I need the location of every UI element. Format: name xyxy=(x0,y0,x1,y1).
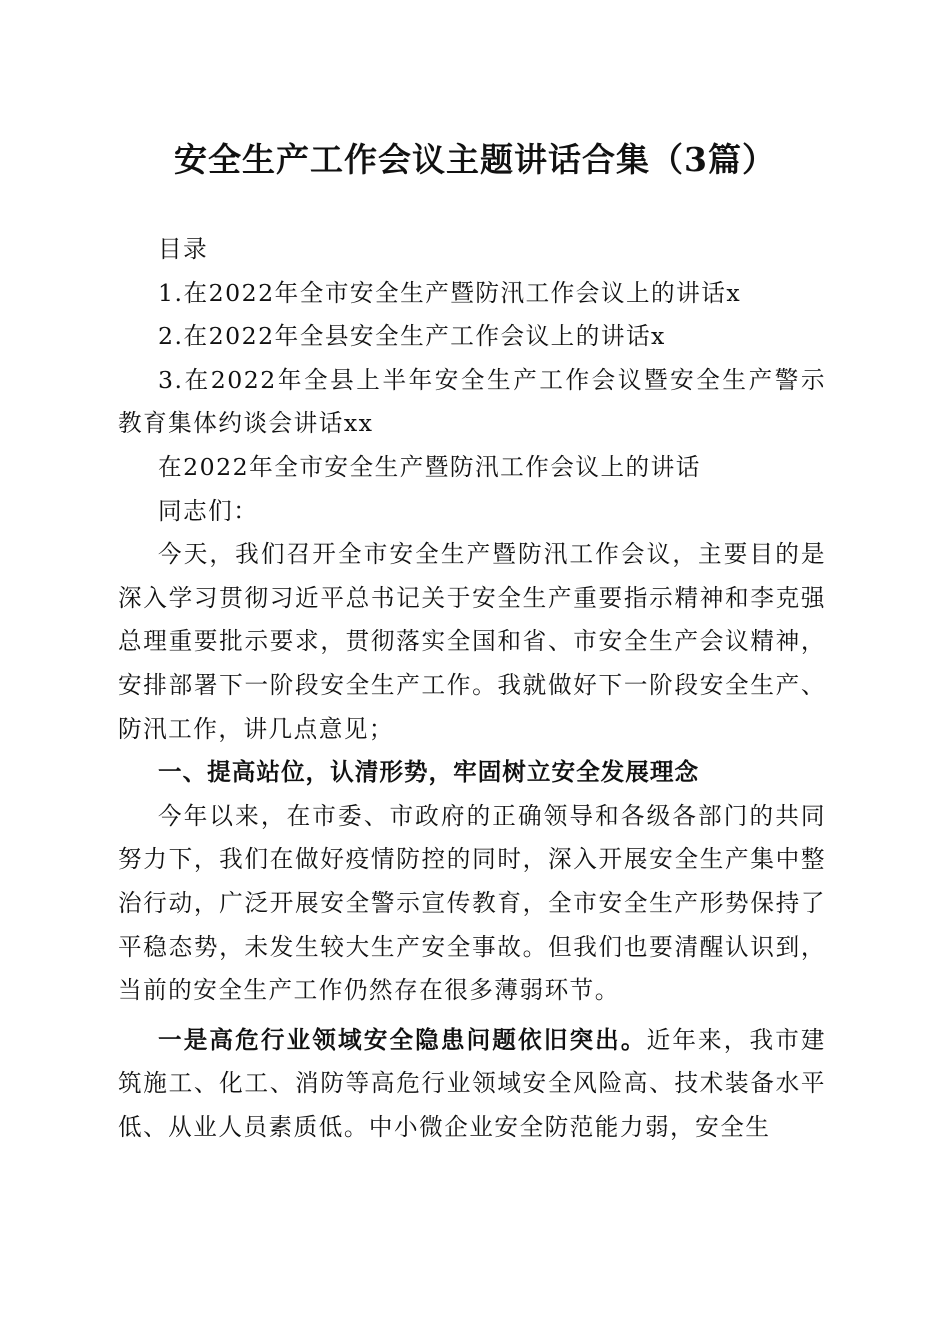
opening-paragraph: 今天，我们召开全市安全生产暨防汛工作会议，主要目的是深入学习贯彻习近平总书记关于安全生产重要指示精神和李克强总理重要批示要求，贯彻落实全国和省、市安全生产会议精神，安排部署下一阶段安全生产工作。我就做好下一阶段安全生产、防汛工作，讲几点意见； xyxy=(118,540,826,743)
toc-item-3: 3.在2022年全县上半年安全生产工作会议暨安全生产警示教育集体约谈会讲话xx xyxy=(118,365,826,438)
document-title: 安全生产工作会议主题讲话合集（3篇） xyxy=(174,140,776,179)
toc-item-2: 2.在2022年全县安全生产工作会议上的讲话x xyxy=(158,322,666,351)
point-1-lead: 一是高危行业领域安全隐患问题依旧突出。 xyxy=(158,1025,647,1054)
point-1-text: 近年来，我市建筑施工、化工、消防等高危行业领域安全风险高、技术装备水平低、从业人员素质低。中小微企业安全防范能力弱，安全生 xyxy=(118,1025,827,1141)
section-1-paragraph: 今年以来，在市委、市政府的正确领导和各级各部门的共同努力下，我们在做好疫情防控的同时，深入开展安全生产集中整治行动，广泛开展安全警示宣传教育，全市安全生产形势保持了平稳态势，未发生较大生产安全事故。但我们也要清醒认识到，当前的安全生产工作仍然存在很多薄弱环节。 xyxy=(118,801,826,1005)
toc-heading: 目录 xyxy=(158,235,209,263)
document-body xyxy=(118,228,826,1149)
speech-title: 在2022年全市安全生产暨防汛工作会议上的讲话 xyxy=(158,452,701,481)
toc-item-1: 1.在2022年全市安全生产暨防汛工作会议上的讲话x xyxy=(158,278,742,307)
section-heading-1: 一、提高站位，认清形势，牢固树立安全发展理念 xyxy=(158,758,700,787)
point-1-paragraph xyxy=(118,1019,826,1150)
salutation: 同志们： xyxy=(158,496,259,525)
